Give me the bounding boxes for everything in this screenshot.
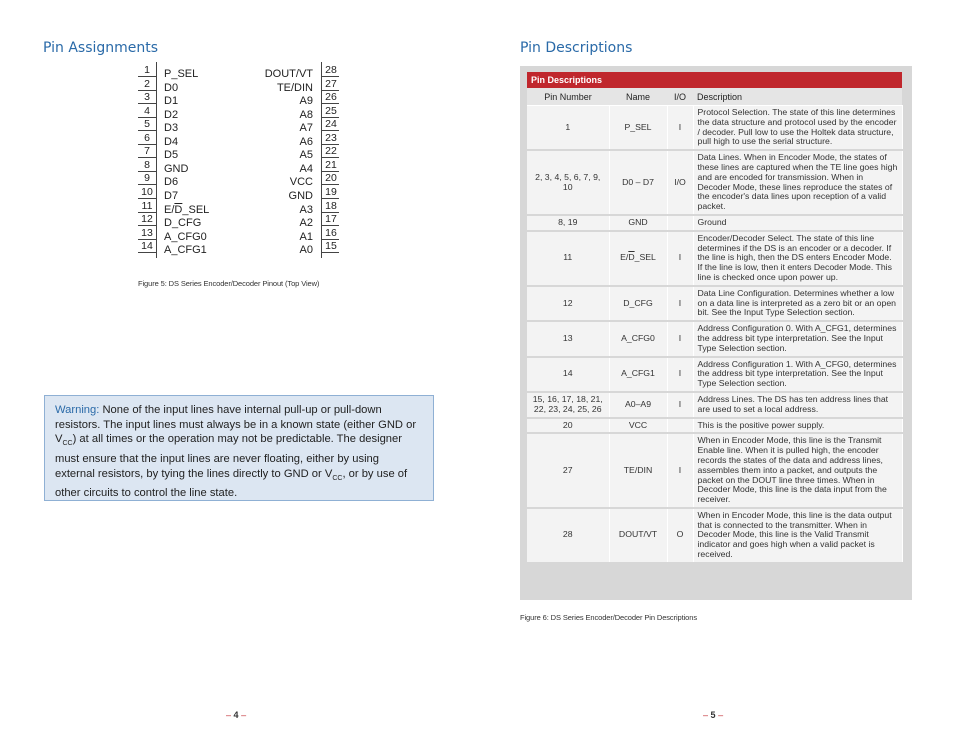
cell-name: VCC [609, 418, 667, 434]
cell-pin-number: 1 [527, 106, 609, 151]
pin-descriptions-heading: Pin Descriptions [520, 40, 633, 56]
pin-number-left: 4 [144, 104, 150, 117]
pin-number-left: 13 [141, 226, 153, 239]
cell-name: TE/DIN [609, 433, 667, 508]
cell-io: I/O [667, 150, 693, 215]
table-row [527, 150, 902, 215]
warning-text-3: , or by use of other circuits to control the line state. [55, 467, 408, 500]
cell-io [667, 418, 693, 434]
pin-number-left: 9 [144, 172, 150, 185]
pin-number-right: 20 [325, 172, 337, 185]
pin-name-left: P_SEL [164, 68, 199, 80]
pin-number-right: 21 [325, 158, 337, 171]
page-number-left: – 4 – [226, 710, 247, 720]
pin-name-left: D3 [164, 122, 179, 135]
vcc-sub-1: CC [62, 440, 73, 448]
cell-pin-number: 12 [527, 286, 609, 321]
cell-name: D_CFG [609, 286, 667, 321]
cell-description: Address Lines. The DS has ten address lines that are used to set a local address. [693, 392, 902, 418]
cell-io: I [667, 231, 693, 286]
pin-name-left: $E/\overline{D}\_SEL$ [164, 203, 210, 216]
cell-pin-number: 14 [527, 357, 609, 392]
pin-assignments-heading: Pin Assignments [43, 40, 159, 56]
pin-number-left: 2 [144, 77, 150, 90]
cell-io: I [667, 357, 693, 392]
pin-name-left: D0 [164, 81, 179, 94]
pin-number-left: 7 [144, 145, 150, 158]
cell-name: A_CFG1 [609, 357, 667, 392]
warning-text-1: None of the input lines have internal pull-up or pull-down resistors. The input lines must always be in a known state (either GND or V [55, 404, 417, 446]
pin-name-left: D4 [164, 135, 179, 148]
header-pin-number: Pin Number [527, 88, 609, 106]
pin-number-left: 10 [141, 185, 153, 198]
pin-number-left: 1 [144, 64, 150, 76]
pin-number-right: 15 [325, 240, 337, 253]
table-row [527, 321, 902, 356]
cell-name: A0–A9 [609, 392, 667, 418]
cell-name: GND [609, 215, 667, 231]
cell-description: Address Configuration 1. With A_CFG0, determines the address bit type interpretation. See the Input Type Selection section. [693, 357, 902, 392]
pin-number-right: 27 [325, 77, 337, 90]
cell-description: Address Configuration 0. With A_CFG1, determines the address bit type interpretation. See the Input Type Selection section. [693, 321, 902, 356]
pin-name-right: A2 [299, 217, 313, 230]
cell-io: O [667, 508, 693, 563]
pin-name-left: D1 [164, 95, 179, 108]
table-row [527, 215, 902, 231]
cell-description: Encoder/Decoder Select. The state of this line determines if the DS is an encoder or a decoder. If the line is high, then the DS enters Encoder Mode. If the line is low, then it enters Decoder Mode. This line is checked once upon power up. [693, 231, 902, 286]
table-row [527, 286, 902, 321]
table-title-bar: Pin Descriptions [527, 72, 902, 88]
pin-name-right: A4 [299, 162, 313, 175]
pin-name-right: TE/DIN [276, 81, 313, 94]
pin-number-right: 17 [325, 213, 337, 226]
cell-io: I [667, 321, 693, 356]
table-row [527, 106, 902, 151]
cell-pin-number: 2, 3, 4, 5, 6, 7, 9, 10 [527, 150, 609, 215]
pin-name-right: A8 [299, 108, 313, 121]
warning-box [44, 395, 434, 501]
pin-number-right: 25 [325, 104, 337, 117]
warning-label: Warning: [55, 404, 100, 416]
pin-descriptions-table-frame [520, 66, 912, 600]
table-row [527, 392, 902, 418]
pin-name-left: A_CFG0 [164, 230, 207, 243]
table-row [527, 508, 902, 563]
header-description: Description [693, 88, 902, 106]
pin-line-left [138, 252, 156, 253]
pin-name-left: GND [164, 162, 189, 175]
pin-number-left: 12 [141, 213, 153, 226]
pin-number-left: 5 [144, 118, 150, 131]
cell-io: I [667, 106, 693, 151]
pin-name-left: D7 [164, 189, 179, 202]
cell-pin-number: 20 [527, 418, 609, 434]
cell-pin-number: 13 [527, 321, 609, 356]
cell-io: I [667, 392, 693, 418]
cell-description: This is the positive power supply. [693, 418, 902, 434]
pin-name-left: D6 [164, 176, 179, 189]
header-name: Name [609, 88, 667, 106]
pin-name-left: A_CFG1 [164, 244, 207, 257]
pin-number-right: 28 [325, 64, 337, 76]
pin-name-right: A9 [299, 95, 313, 108]
cell-name: A_CFG0 [609, 321, 667, 356]
cell-name: DOUT/VT [609, 508, 667, 563]
cell-description: Protocol Selection. The state of this line determines the data structure and protocol used by the encoder / decoder. Pull low to use the Holtek data structure, pull high to use the serial structure. [693, 106, 902, 151]
table-row [527, 433, 902, 508]
cell-name: P_SEL [609, 106, 667, 151]
pin-number-left: 11 [141, 199, 153, 212]
pin-number-right: 22 [325, 145, 337, 158]
cell-name: D0 – D7 [609, 150, 667, 215]
pin-number-left: 3 [144, 91, 150, 104]
pin-number-right: 26 [325, 91, 337, 104]
cell-description: Data Lines. When in Encoder Mode, the states of these lines are captured when the TE line goes high and are encoded for transmission. When in Decoder Mode, these lines reproduce the states of the encoder's data lines upon reception of a valid packet. [693, 150, 902, 215]
vcc-sub-2: CC [332, 474, 343, 482]
pin-name-right: GND [288, 189, 313, 202]
pin-number-right: 23 [325, 131, 337, 144]
cell-io: I [667, 433, 693, 508]
page-number-right: – 5 – [703, 710, 724, 720]
cell-description: Data Line Configuration. Determines whether a low on a data line is interpreted as a zero bit or an open bit. See the Input Type Selection section. [693, 286, 902, 321]
pin-name-right: A5 [299, 149, 313, 162]
pin-number-right: 16 [325, 226, 337, 239]
pin-name-left: D2 [164, 108, 179, 121]
cell-pin-number: 28 [527, 508, 609, 563]
table-row [527, 357, 902, 392]
table-header-row [527, 88, 902, 106]
pin-number-right: 18 [325, 199, 337, 212]
pin-number-left: 14 [141, 240, 153, 253]
cell-io [667, 215, 693, 231]
pin-name-right: A7 [299, 122, 313, 135]
pin-name-right: A1 [299, 230, 313, 243]
header-io: I/O [667, 88, 693, 106]
pin-name-right: VCC [289, 176, 313, 189]
pin-number-right: 24 [325, 118, 337, 131]
table-row [527, 231, 902, 286]
pin-name-left: D_CFG [164, 217, 202, 230]
pin-line-right [321, 252, 339, 253]
warning-text-2: ) at all times or the operation may not be predictable. The designer must ensure that the input lines are never floating, either by using external resistors, by tying the lines directly to GND or V [55, 433, 402, 480]
pin-descriptions-table [527, 88, 903, 564]
pin-number-right: 19 [325, 185, 337, 198]
pin-name-right: A6 [299, 135, 313, 148]
cell-pin-number: 11 [527, 231, 609, 286]
pin-name-right: A3 [299, 203, 313, 216]
cell-description: When in Encoder Mode, this line is the Transmit Enable line. When it is pulled high, the encoder records the states of the data and address lines, assembles them into a packet, and outputs the packet on the DOUT line three times. When in Decoder Mode, this line is the data input from the receiver. [693, 433, 902, 508]
pin-number-left: 6 [144, 131, 150, 144]
cell-io: I [667, 286, 693, 321]
cell-pin-number: 27 [527, 433, 609, 508]
cell-description: When in Encoder Mode, this line is the data output that is connected to the transmitter. When in Decoder Mode, this line is the Valid Transmit indicator and goes high when a valid packet is received. [693, 508, 902, 563]
cell-name: $E/\overline{D}\_SEL$ [609, 231, 667, 286]
figure-6-caption: Figure 6: DS Series Encoder/Decoder Pin Descriptions [520, 613, 697, 622]
cell-pin-number: 15, 16, 17, 18, 21, 22, 23, 24, 25, 26 [527, 392, 609, 418]
pin-number-left: 8 [144, 158, 150, 171]
pin-name-right: DOUT/VT [264, 68, 313, 80]
pin-name-left: D5 [164, 149, 179, 162]
cell-description: Ground [693, 215, 902, 231]
figure-5-caption: Figure 5: DS Series Encoder/Decoder Pinout (Top View) [138, 279, 320, 288]
pin-name-right: A0 [299, 244, 313, 257]
table-row [527, 418, 902, 434]
cell-pin-number: 8, 19 [527, 215, 609, 231]
